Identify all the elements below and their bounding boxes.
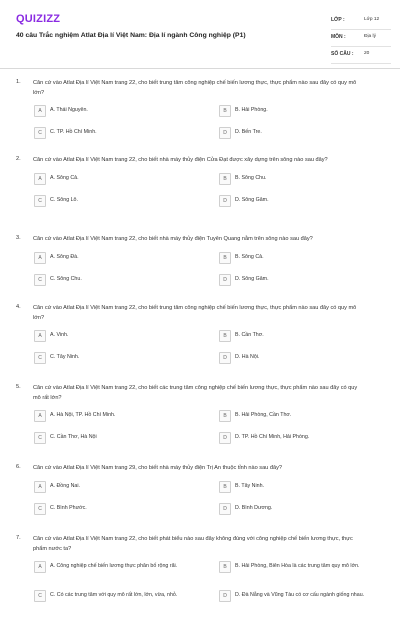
option-text: A. Thái Nguyên. (50, 107, 88, 113)
option-letter-badge: D (219, 274, 231, 286)
meta-row-count (331, 48, 391, 64)
meta-value: Lớp 12 (364, 17, 380, 23)
option-text: D. Bến Tre. (235, 129, 262, 135)
meta-value: Địa lý (364, 34, 376, 40)
option-letter-badge: A (34, 561, 46, 573)
answer-option-a[interactable] (33, 409, 203, 423)
answer-option-c[interactable] (33, 502, 203, 516)
answer-option-d[interactable] (218, 589, 388, 603)
answer-option-a[interactable] (33, 560, 203, 574)
option-letter-badge: A (34, 410, 46, 422)
option-letter-badge: D (219, 195, 231, 207)
question-item (16, 156, 386, 216)
option-row (33, 502, 386, 524)
option-row (33, 351, 386, 373)
option-text: D. Sông Gâm. (235, 275, 269, 282)
answer-option-a[interactable] (33, 172, 203, 186)
answer-options (33, 172, 386, 216)
option-text: C. Có các trung tâm với quy mô rất lớn, lớn, vừa, nhỏ. (50, 592, 178, 598)
option-text: B. Hải Phòng. (235, 107, 268, 113)
answer-option-b[interactable] (218, 172, 388, 186)
option-row (33, 431, 386, 453)
option-text: C. TP. Hồ Chí Minh. (50, 129, 97, 135)
option-text: C. Sông Lô. (50, 196, 78, 203)
question-item (16, 304, 386, 373)
answer-option-d[interactable] (218, 194, 388, 208)
answer-option-b[interactable] (218, 251, 388, 265)
question-item (16, 464, 386, 524)
answer-option-b[interactable] (218, 329, 388, 343)
option-text: C. Sông Chu. (50, 275, 82, 282)
worksheet-title: 40 câu Trắc nghiệm Atlat Địa lí Việt Nam: Địa lí ngành Công nghiệp (P1) (16, 32, 246, 39)
answer-options (33, 104, 386, 148)
question-number: 3. (16, 235, 21, 241)
option-letter-badge: C (34, 503, 46, 515)
option-text: B. Sông Chu. (235, 174, 267, 181)
option-letter-badge: A (34, 330, 46, 342)
answer-option-a[interactable] (33, 104, 203, 118)
option-row (33, 560, 386, 589)
option-text: C. Cần Thơ, Hà Nội (50, 434, 97, 440)
meta-row-class (331, 14, 391, 30)
option-letter-badge: A (34, 173, 46, 185)
option-letter-badge: A (34, 252, 46, 264)
option-text: A. Công nghiệp chế biến lương thực phân bố rộng rãi. (50, 563, 178, 569)
option-letter-badge: A (34, 481, 46, 493)
option-text: B. Hải Phòng, Biên Hòa là các trung tâm quy mô lớn. (235, 563, 360, 569)
option-row (33, 409, 386, 431)
meta-label: SỐ CÂU : (331, 51, 354, 57)
meta-value: 20 (364, 51, 370, 57)
answer-option-a[interactable] (33, 480, 203, 494)
meta-label: LỚP : (331, 17, 345, 23)
option-row (33, 126, 386, 148)
answer-option-d[interactable] (218, 126, 388, 140)
option-row (33, 172, 386, 194)
answer-option-d[interactable] (218, 351, 388, 365)
option-letter-badge: D (219, 352, 231, 364)
option-letter-badge: B (219, 173, 231, 185)
answer-option-b[interactable] (218, 560, 388, 574)
option-text: C. Tây Ninh. (50, 354, 80, 360)
answer-option-b[interactable] (218, 480, 388, 494)
answer-option-c[interactable] (33, 589, 203, 603)
option-text: B. Hải Phòng, Cần Thơ. (235, 412, 292, 418)
option-letter-badge: A (34, 105, 46, 117)
option-row (33, 251, 386, 273)
option-text: B. Cần Thơ. (235, 332, 264, 338)
option-row (33, 104, 386, 126)
option-text: A. Đồng Nai. (50, 482, 81, 489)
option-letter-badge: B (219, 481, 231, 493)
answer-option-c[interactable] (33, 431, 203, 445)
option-letter-badge: B (219, 330, 231, 342)
answer-option-b[interactable] (218, 409, 388, 423)
option-row (33, 194, 386, 216)
option-text: D. Hà Nội. (235, 354, 260, 360)
answer-option-d[interactable] (218, 431, 388, 445)
option-letter-badge: B (219, 410, 231, 422)
option-letter-badge: D (219, 432, 231, 444)
option-text: B. Tây Ninh. (235, 482, 265, 489)
question-number: 1. (16, 79, 21, 85)
option-text: A. Sông Đà. (50, 253, 79, 260)
option-letter-badge: C (34, 195, 46, 207)
option-letter-badge: C (34, 127, 46, 139)
option-letter-badge: C (34, 274, 46, 286)
answer-option-a[interactable] (33, 251, 203, 265)
option-letter-badge: C (34, 352, 46, 364)
question-number: 6. (16, 464, 21, 470)
answer-option-c[interactable] (33, 126, 203, 140)
question-item (16, 79, 386, 148)
question-text: Căn cứ vào Atlat Địa lí Việt Nam trang 22, cho biết phát biểu nào sau đây không đúng với công nghiệp chế biến lương thực, thực phẩm nước ta? (33, 536, 353, 552)
question-text: Căn cứ vào Atlat Địa lí Việt Nam trang 29, cho biết nhà máy thủy điện Trị An thuộc tỉnh nào sau đây? (33, 465, 282, 471)
question-item (16, 384, 386, 453)
option-text: A. Hà Nội, TP. Hồ Chí Minh. (50, 412, 116, 418)
option-row (33, 480, 386, 502)
question-text: Căn cứ vào Atlat Địa lí Việt Nam trang 22, cho biết trung tâm công nghiệp chế biến lương thực, thực phẩm nào sau đây có quy mô lớn? (33, 305, 357, 321)
answer-options (33, 560, 386, 618)
answer-options (33, 409, 386, 453)
option-letter-badge: D (219, 503, 231, 515)
meta-box (331, 14, 391, 65)
option-text: D. Bình Dương. (235, 504, 273, 511)
question-text: Căn cứ vào Atlat Địa lí Việt Nam trang 22, cho biết trung tâm công nghiệp chế biến lương thực, thực phẩm nào sau đây có quy mô lớn? (33, 80, 357, 96)
option-text: D. Đà Nẵng và Vũng Tàu có cơ cấu ngành giống nhau. (235, 592, 365, 598)
option-letter-badge: D (219, 127, 231, 139)
option-letter-badge: C (34, 590, 46, 602)
option-text: A. Vinh. (50, 332, 69, 338)
question-number: 2. (16, 156, 21, 162)
answer-option-d[interactable] (218, 502, 388, 516)
option-text: B. Sông Cả. (235, 253, 264, 260)
question-text: Căn cứ vào Atlat Địa lí Việt Nam trang 22, cho biết nhà máy thủy điện Tuyên Quang nằm trên sông nào sau đây? (33, 236, 313, 242)
question-number: 7. (16, 535, 21, 541)
answer-option-c[interactable] (33, 351, 203, 365)
option-text: A. Sông Cả. (50, 174, 79, 181)
answer-options (33, 251, 386, 295)
option-letter-badge: B (219, 252, 231, 264)
answer-option-b[interactable] (218, 104, 388, 118)
question-text: Căn cứ vào Atlat Địa lí Việt Nam trang 22, cho biết nhà máy thủy điện Cửa Đạt được xây dựng trên sông nào sau đây? (33, 157, 328, 163)
option-text: C. Bình Phước. (50, 504, 87, 511)
answer-option-d[interactable] (218, 273, 388, 287)
meta-row-subject (331, 31, 391, 47)
option-letter-badge: D (219, 590, 231, 602)
answer-option-a[interactable] (33, 329, 203, 343)
option-text: D. TP. Hồ Chí Minh, Hải Phòng. (235, 434, 310, 440)
option-text: D. Sông Gâm. (235, 196, 269, 203)
answer-option-c[interactable] (33, 194, 203, 208)
question-number: 5. (16, 384, 21, 390)
meta-label: MÔN : (331, 34, 346, 40)
option-row (33, 589, 386, 618)
answer-option-c[interactable] (33, 273, 203, 287)
question-item (16, 535, 386, 618)
option-letter-badge: B (219, 105, 231, 117)
worksheet-header (0, 0, 400, 69)
option-letter-badge: C (34, 432, 46, 444)
question-item (16, 235, 386, 295)
quizizz-logo: QUIZIZZ (16, 13, 61, 25)
option-row (33, 273, 386, 295)
option-row (33, 329, 386, 351)
question-number: 4. (16, 304, 21, 310)
question-text: Căn cứ vào Atlat Địa lí Việt Nam trang 22, cho biết các trung tâm công nghiệp chế biến lương thực, thực phẩm nào sau đây có quy mô rất lớn? (33, 385, 358, 401)
option-letter-badge: B (219, 561, 231, 573)
answer-options (33, 480, 386, 524)
answer-options (33, 329, 386, 373)
